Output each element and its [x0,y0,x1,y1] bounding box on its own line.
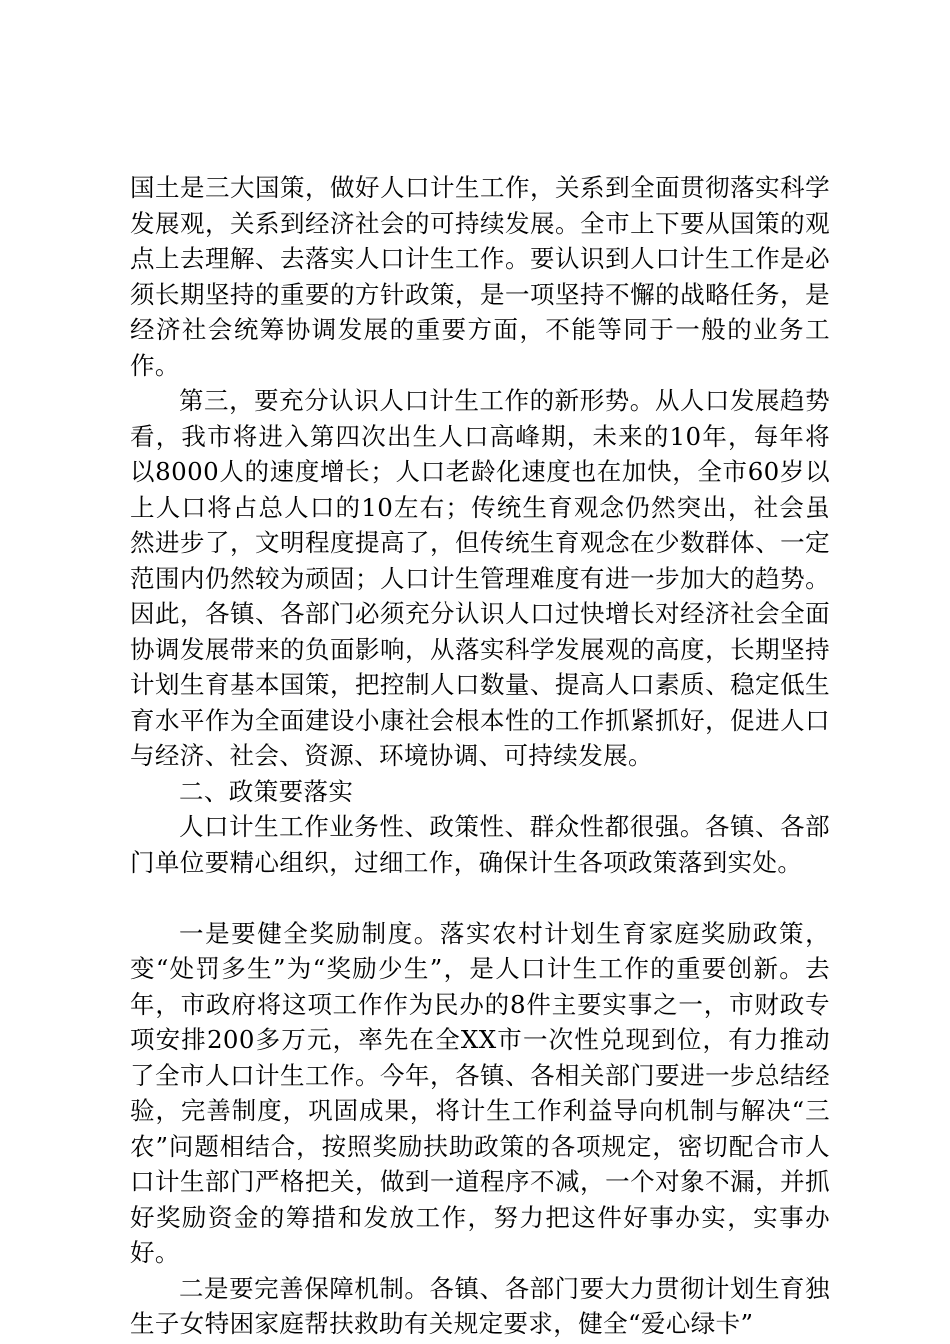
paragraph-spacer [130,880,830,916]
paragraph-reward-system: 一是要健全奖励制度。落实农村计划生育家庭奖励政策，变“处罚多生”为“奖励少生”，是人口计生工作的重要创新。去年，市政府将这项工作作为民办的8件主要实事之一，市财政专项安排200多万元，率先在全XX市一次性兑现到位，有力推动了全市人口计生工作。今年，各镇、各相关部门要进一步总结经验，完善制度，巩固成果，将计生工作利益导向机制与解决“三农”问题相结合，按照奖励扶助政策的各项规定，密切配合市人口计生部门严格把关，做到一道程序不减，一个对象不漏，并抓好奖励资金的筹措和发放工作，努力把这件好事办实，实事办好。 [130,918,830,1267]
paragraph-security-mechanism: 二是要完善保障机制。各镇、各部门要大力贯彻计划生育独生子女特困家庭帮扶救助有关规定要求，健全“爱心绿卡” [130,1273,830,1338]
paragraph-policy-intro: 人口计生工作业务性、政策性、群众性都很强。各镇、各部门单位要精心组织，过细工作，确保计生各项政策落到实处。 [130,812,830,877]
paragraph-third-point: 第三，要充分认识人口计生工作的新形势。从人口发展趋势看，我市将进入第四次出生人口高峰期，未来的10年，每年将以8000人的速度增长；人口老龄化速度也在加快，全市60岁以上人口将占总人口的10左右；传统生育观念仍然突出，社会虽然进步了，文明程度提高了，但传统生育观念在少数群体、一定范围内仍然较为顽固；人口计生管理难度有进一步加大的趋势。因此，各镇、各部门必须充分认识人口过快增长对经济社会全面协调发展带来的负面影响，从落实科学发展观的高度，长期坚持计划生育基本国策，把控制人口数量、提高人口素质、稳定低生育水平作为全面建设小康社会根本性的工作抓紧抓好，促进人口与经济、社会、资源、环境协调、可持续发展。 [130,386,830,770]
paragraph-continuation: 国土是三大国策，做好人口计生工作，关系到全面贯彻落实科学发展观，关系到经济社会的可持续发展。全市上下要从国策的观点上去理解、去落实人口计生工作。要认识到人口计生工作是必须长期坚持的重要的方针政策，是一项坚持不懈的战略任务，是经济社会统筹协调发展的重要方面，不能等同于一般的业务工作。 [130,173,830,380]
section-heading-policy: 二、政策要落实 [179,776,354,806]
body-text [130,170,830,1342]
